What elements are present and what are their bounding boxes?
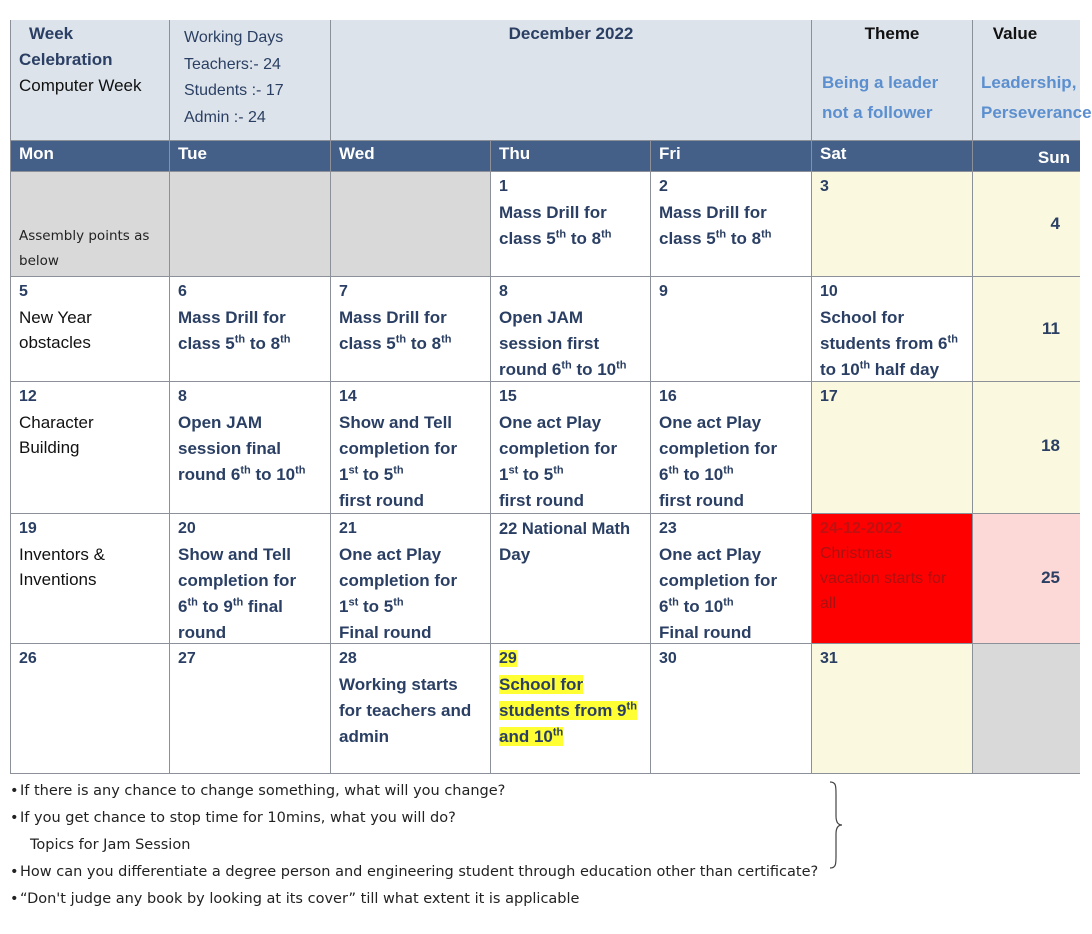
theme-line-2: not a follower <box>822 103 933 122</box>
day-cell-saturday <box>812 172 973 277</box>
day-cell <box>10 172 170 277</box>
day-cell <box>170 644 331 774</box>
day-number: 25 <box>1041 568 1060 587</box>
day-number: 21 <box>339 520 357 537</box>
event-line: admin <box>339 727 390 746</box>
day-number: 14 <box>339 388 357 405</box>
day-number: 23 <box>659 520 677 537</box>
day-cell <box>491 514 651 644</box>
event-line: 6th to 10th <box>659 596 734 616</box>
day-cell <box>331 644 491 774</box>
event-line: Day <box>499 545 531 564</box>
month-title: December 2022 <box>508 24 634 43</box>
day-cell <box>651 382 812 514</box>
day-cell <box>10 514 170 644</box>
day-number: 10 <box>820 283 838 300</box>
event-line: completion for <box>499 439 618 458</box>
event-line: One act Play <box>659 545 762 564</box>
day-number: 6 <box>178 283 187 300</box>
event-line: Final round <box>339 623 432 642</box>
working-days-cell <box>170 20 331 141</box>
event-line: Mass Drill for <box>659 203 767 222</box>
event-line: first round <box>659 491 744 510</box>
event-line: Open JAM <box>178 413 263 432</box>
day-cell-sunday <box>973 172 1080 277</box>
week-theme-line: New Year <box>19 308 92 327</box>
theme-title: Theme <box>864 24 920 43</box>
day-cell <box>10 644 170 774</box>
day-cell-sunday <box>973 644 1080 774</box>
day-cell <box>651 514 812 644</box>
holiday-text-line: all <box>820 595 837 612</box>
event-line: class 5th to 8th <box>659 228 772 248</box>
month-header-cell <box>331 20 812 141</box>
day-number: 19 <box>19 520 37 537</box>
week-theme-line: Inventors & <box>19 545 105 564</box>
day-number: 11 <box>1042 319 1060 338</box>
day-cell-saturday <box>812 382 973 514</box>
day-number: 26 <box>19 650 37 667</box>
note-item: •How can you differentiate a degree person and engineering student through education other than certificate? <box>10 864 819 880</box>
holiday-text-line: vacation starts for <box>820 570 947 587</box>
day-number: 5 <box>19 283 28 300</box>
event-line: completion for <box>178 571 297 590</box>
day-cell <box>331 277 491 382</box>
event-line: round <box>178 623 227 642</box>
dayhead-mon: Mon <box>10 141 170 172</box>
day-number: 15 <box>499 388 517 405</box>
day-number: 1 <box>499 178 508 195</box>
theme-line-1: Being a leader <box>822 73 939 92</box>
event-line: completion for <box>659 571 778 590</box>
week-theme-line: Inventions <box>19 570 97 589</box>
day-cell <box>491 172 651 277</box>
event-line: students from 6th <box>820 333 958 353</box>
day-cell-sunday <box>973 382 1080 514</box>
day-cell <box>331 172 491 277</box>
jam-topics-notes <box>10 778 830 913</box>
event-line: Mass Drill for <box>339 308 447 327</box>
day-number: 2 <box>659 178 668 195</box>
event-line: for teachers and <box>339 701 472 720</box>
day-cell <box>10 382 170 514</box>
day-cell <box>651 172 812 277</box>
day-cell-sunday <box>973 277 1080 382</box>
value-line-2: Perseverance <box>981 103 1092 122</box>
event-line: first round <box>339 491 424 510</box>
event-line: round 6th to 10th <box>178 464 306 484</box>
dayhead-fri: Fri <box>651 141 812 172</box>
day-cell-sunday <box>973 514 1080 644</box>
assembly-note-line-2: below <box>19 253 59 269</box>
celebration-value: Computer Week <box>19 76 142 95</box>
week-title: Week <box>29 24 74 43</box>
day-number: 20 <box>178 520 196 537</box>
day-number: 16 <box>659 388 677 405</box>
day-number: 17 <box>820 388 838 405</box>
day-cell <box>491 277 651 382</box>
holiday-text-line: Christmas <box>820 545 893 562</box>
event-line: School for <box>499 675 584 694</box>
week-theme-line: Building <box>19 438 80 457</box>
event-line: first round <box>499 491 584 510</box>
students-count: Students :- 17 <box>184 82 284 99</box>
event-line: Working starts <box>339 675 458 694</box>
day-cell <box>170 277 331 382</box>
event-line: Show and Tell <box>178 545 292 564</box>
event-line: students from 9th <box>499 700 637 720</box>
event-line: 6th to 9th final <box>178 596 283 616</box>
week-header-cell <box>10 20 170 141</box>
event-line: round 6th to 10th <box>499 359 627 379</box>
event-line: 1st to 5th <box>499 464 564 484</box>
note-item: •If you get chance to stop time for 10mins, what you will do? <box>10 810 456 826</box>
dayhead-tue: Tue <box>170 141 331 172</box>
day-cell <box>491 644 651 774</box>
event-line: completion for <box>659 439 778 458</box>
day-cell-saturday <box>812 644 973 774</box>
event-line: completion for <box>339 439 458 458</box>
event-line: completion for <box>339 571 458 590</box>
admin-count: Admin :- 24 <box>184 108 266 126</box>
value-title: Value <box>992 24 1038 43</box>
event-line: School for <box>820 308 905 327</box>
event-line: session final <box>178 439 281 458</box>
note-item: •“Don't judge any book by looking at its cover” till what extent it is applicable <box>10 891 580 907</box>
event-line: Open JAM <box>499 308 584 327</box>
event-line: 1st to 5th <box>339 464 404 484</box>
day-cell <box>331 514 491 644</box>
event-line: session first <box>499 334 600 353</box>
day-number: 18 <box>1041 436 1060 455</box>
event-line: class 5th to 8th <box>178 333 291 353</box>
event-line: Show and Tell <box>339 413 453 432</box>
event-line: and 10th <box>499 726 564 746</box>
assembly-note-line-1: Assembly points as <box>19 228 150 244</box>
day-cell-saturday <box>812 277 973 382</box>
day-number: 31 <box>820 650 838 667</box>
event-line: class 5th to 8th <box>339 333 452 353</box>
holiday-cell <box>812 514 973 644</box>
value-header-cell <box>973 20 1092 141</box>
theme-header-cell <box>812 20 973 141</box>
celebration-label: Celebration <box>19 50 113 69</box>
value-line-1: Leadership, <box>981 73 1077 92</box>
event-line: One act Play <box>339 545 442 564</box>
event-line: One act Play <box>659 413 762 432</box>
event-line: 6th to 10th <box>659 464 734 484</box>
day-number: 27 <box>178 650 196 667</box>
week-theme-line: Character <box>19 413 94 432</box>
week-theme-line: obstacles <box>19 333 91 352</box>
dayhead-sun: Sun <box>973 141 1080 172</box>
day-number: 8 <box>178 388 187 405</box>
day-number: 4 <box>1050 214 1060 233</box>
holiday-date: 24-12-2022 <box>820 520 902 537</box>
day-number: 7 <box>339 283 348 300</box>
event-line: Mass Drill for <box>178 308 286 327</box>
note-heading: Topics for Jam Session <box>30 837 191 853</box>
day-number: 12 <box>19 388 37 405</box>
day-number: 8 <box>499 283 508 300</box>
event-line: One act Play <box>499 413 602 432</box>
calendar <box>10 20 1092 774</box>
day-cell <box>170 382 331 514</box>
day-cell <box>651 644 812 774</box>
working-days-title: Working Days <box>184 29 284 46</box>
day-cell <box>651 277 812 382</box>
day-number: 3 <box>820 178 829 195</box>
day-cell <box>170 172 331 277</box>
day-number: 28 <box>339 650 357 667</box>
day-cell <box>170 514 331 644</box>
brace-icon <box>826 780 846 870</box>
day-cell <box>331 382 491 514</box>
event-line: Final round <box>659 623 752 642</box>
day-cell <box>10 277 170 382</box>
event-line: class 5th to 8th <box>499 228 612 248</box>
event-line: Mass Drill for <box>499 203 607 222</box>
day-number: 30 <box>659 650 677 667</box>
event-line: to 10th half day <box>820 359 940 379</box>
event-line: 1st to 5th <box>339 596 404 616</box>
day-cell <box>491 382 651 514</box>
note-item: •If there is any chance to change something, what will you change? <box>10 783 506 799</box>
dayhead-wed: Wed <box>331 141 491 172</box>
dayhead-sat: Sat <box>812 141 973 172</box>
teachers-count: Teachers:- 24 <box>184 55 281 73</box>
day-number: 9 <box>659 283 668 300</box>
dayhead-thu: Thu <box>491 141 651 172</box>
day-number: 22 National Math <box>499 520 631 538</box>
day-number: 29 <box>499 650 517 667</box>
